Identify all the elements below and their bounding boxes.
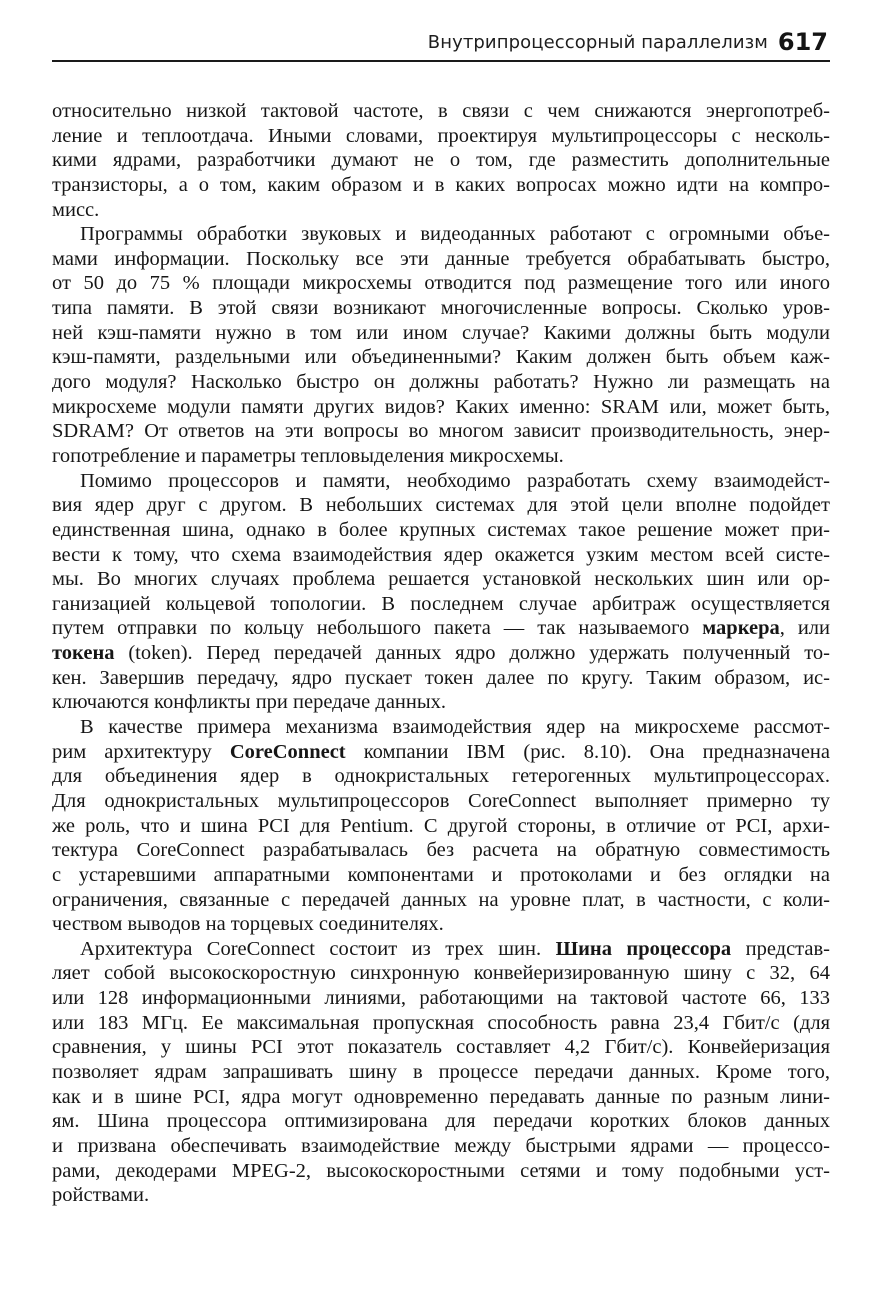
text-line: для объединения ядер в однокристальных гетерогенных мультипроцессорах.: [52, 765, 830, 788]
text-line: ляет собой высокоскоростную синхронную конвейеризированную шину с 32, 64: [52, 962, 830, 985]
text-run: путем отправки по кольцу небольшого пакета — так называемого: [52, 617, 703, 640]
text-line: ограничения, связанные с передачей данных на уровне плат, в частности, с коли-: [52, 888, 830, 911]
bold-term-processor-bus: Шина процессора: [555, 937, 732, 960]
text-line: кэш-памяти, раздельными или объединенными? Каким должен быть объем каж-: [52, 346, 830, 369]
text-run: компании IBM (рис. 8.10). Она предназначена: [345, 740, 830, 763]
text-line: мами информации. Поскольку все эти данные требуется обрабатывать быстро,: [52, 247, 830, 270]
text-line: как и в шине PCI, ядра могут одновременно передавать данные по разным лини-: [52, 1085, 830, 1108]
bold-term-coreconnect: CoreConnect: [229, 740, 346, 763]
text-line: гопотребление и параметры тепловыделения микросхемы.: [52, 444, 564, 467]
text-line: вия ядер друг с другом. В небольших системах для этой цели вполне подойдет: [52, 494, 830, 517]
text-run: (token). Перед передачей данных ядро должно удержать полученный то-: [114, 642, 830, 665]
paragraph-3: [52, 469, 830, 715]
text-line: от 50 до 75 % площади микросхемы отводится под размещение того или иного: [52, 272, 830, 295]
text-line: [52, 740, 830, 765]
text-line: Программы обработки звуковых и видеоданных работают с огромными объе-: [80, 223, 830, 246]
text-line: и призвана обеспечивать взаимодействие между быстрыми ядрами — процессо-: [52, 1134, 830, 1157]
text-line: [52, 641, 830, 666]
text-line: чеством выводов на торцевых соединителях.: [52, 913, 444, 936]
text-line: с устаревшими аппаратными компонентами и протоколами и без оглядки на: [52, 863, 830, 886]
text-line: транзисторы, а о том, каким образом и в каких вопросах можно идти на компро-: [52, 173, 830, 196]
text-line: рами, декодерами MPEG-2, высокоскоростными сетями и тому подобными уст-: [52, 1159, 830, 1182]
page-number: 617: [777, 28, 828, 56]
bold-term-token: токена: [52, 642, 115, 665]
text-line: сравнения, у шины PCI этот показатель составляет 4,2 Гбит/с). Конвейеризация: [52, 1036, 830, 1059]
text-line: Помимо процессоров и памяти, необходимо разработать схему взаимодейст-: [80, 469, 830, 492]
paragraph-2: [52, 222, 830, 468]
text-line: вести к тому, что схема взаимодействия ядер окажется узким местом всей систе-: [52, 543, 830, 566]
text-line: тектура CoreConnect разрабатывалась без расчета на обратную совместимость: [52, 839, 830, 862]
text-line: относительно низкой тактовой частоте, в связи с чем снижаются энергопотреб-: [52, 100, 830, 122]
text-line: ройствами.: [52, 1184, 150, 1207]
text-line: или 183 МГц. Ее максимальная пропускная способность равна 23,4 Гбит/с (для: [52, 1011, 830, 1034]
text-line: микросхеме модули памяти других видов? Каких именно: SRAM или, может быть,: [52, 395, 830, 418]
paragraph-5: [52, 937, 830, 1208]
text-line: типа памяти. В этой связи возникают многочисленные вопросы. Сколько уров-: [52, 297, 830, 320]
text-line: мы. Во многих случаях проблема решается установкой нескольких шин или ор-: [52, 568, 830, 591]
running-title: Внутрипроцессорный параллелизм: [427, 32, 768, 53]
paragraph-1: [52, 99, 830, 222]
text-line: ганизацией кольцевой топологии. В последнем случае арбитраж осуществляется: [52, 592, 830, 615]
text-run: , или: [779, 617, 830, 640]
text-line: или 128 информационными линиями, работающими на тактовой частоте 66, 133: [52, 987, 830, 1010]
text-line: ней кэш-памяти нужно в том или ином случае? Какими должны быть модули: [52, 321, 830, 344]
paragraph-4: [52, 715, 830, 937]
text-line: [52, 937, 830, 962]
text-line: Для однокристальных мультипроцессоров CoreConnect выполняет примерно ту: [52, 789, 830, 812]
running-header: [52, 28, 830, 62]
text-line: ям. Шина процессора оптимизирована для передачи коротких блоков данных: [52, 1110, 830, 1133]
text-line: SDRAM? От ответов на эти вопросы во многом зависит производительность, энер-: [52, 420, 830, 443]
text-run: Архитектура CoreConnect состоит из трех шин.: [80, 937, 556, 960]
text-line: единственная шина, однако в более крупных системах такое решение может при-: [52, 518, 830, 541]
text-line: мисс.: [52, 198, 100, 221]
text-line: позволяет ядрам запрашивать шину в процессе передачи данных. Кроме того,: [52, 1060, 830, 1083]
text-line: кен. Завершив передачу, ядро пускает токен далее по кругу. Таким образом, ис-: [52, 666, 830, 689]
text-run: рим архитектуру: [52, 740, 230, 763]
text-line: дого модуля? Насколько быстро он должны работать? Нужно ли размещать на: [52, 371, 830, 394]
text-run: представ-: [731, 937, 830, 960]
bold-term-marker: маркера: [702, 617, 780, 640]
text-line: ление и теплоотдача. Иными словами, проектируя мультипроцессоры с несколь-: [52, 124, 830, 147]
text-line: ключаются конфликты при передаче данных.: [52, 691, 447, 714]
body-text: [52, 99, 830, 1208]
text-line: же роль, что и шина PCI для Pentium. С другой стороны, в отличие от PCI, архи-: [52, 814, 830, 837]
text-line: кими ядрами, разработчики думают не о том, где разместить дополнительные: [52, 149, 830, 172]
text-line: В качестве примера механизма взаимодействия ядер на микросхеме рассмот-: [80, 716, 830, 739]
text-line: [52, 616, 830, 641]
